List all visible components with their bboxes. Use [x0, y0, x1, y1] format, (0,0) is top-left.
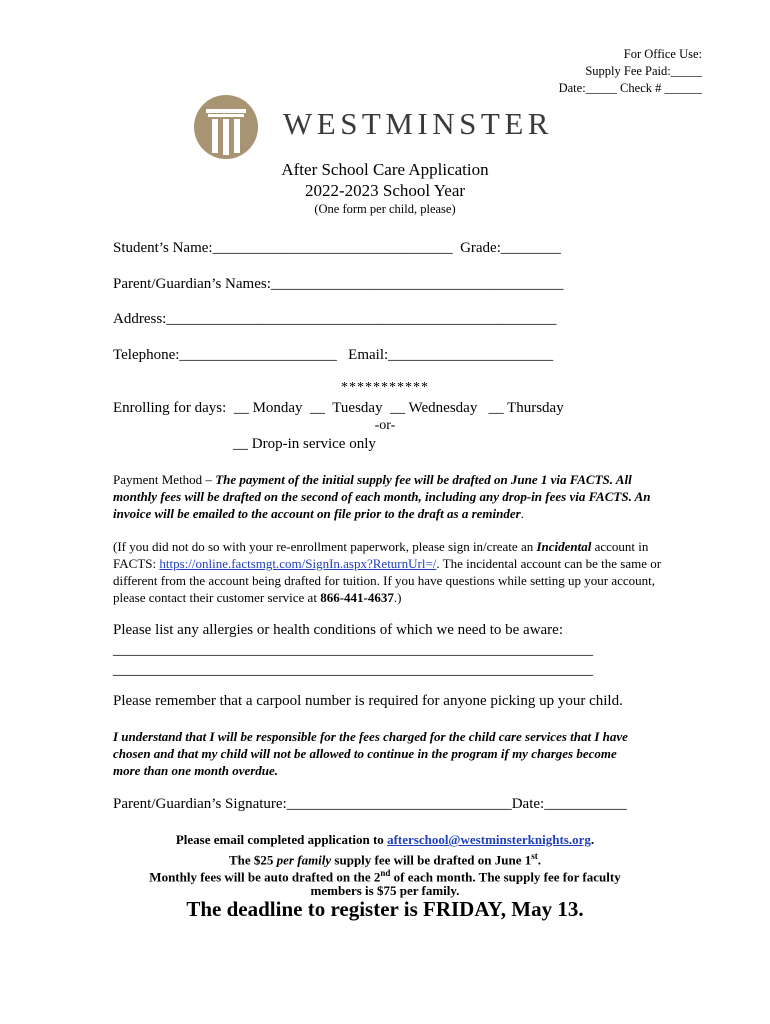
email-pre: Please email completed application to	[175, 832, 388, 847]
faculty-fee-note: members is $75 per family.	[310, 883, 460, 898]
monthly-sup: nd	[380, 868, 391, 878]
signature-date-field[interactable]: Parent/Guardian’s Signature:______________________________Date:___________	[113, 796, 627, 812]
allergies-line-1[interactable]: ________________________________________________________________	[113, 642, 593, 658]
email-post: .	[590, 832, 595, 847]
monthly-b: of each month. The supply fee for faculty	[390, 869, 621, 885]
facts-text-2: account in FACTS:	[113, 539, 649, 571]
carpool-notice: Please remember that a carpool number is required for anyone picking up your child.	[113, 693, 623, 709]
afterschool-email-link[interactable]: afterschool@westminsterknights.org	[387, 832, 591, 847]
monthly-a: Monthly fees will be auto drafted on the 2	[149, 869, 381, 885]
fee-a: The $25	[228, 852, 277, 868]
payment-method-paragraph	[113, 471, 673, 522]
office-use-label: For Office Use:	[623, 47, 702, 61]
facts-paragraph	[113, 538, 673, 606]
payment-lead: Payment Method –	[113, 472, 216, 487]
enrolling-days-field[interactable]: Enrolling for days: __ Monday __ Tuesday __ Wednesday __ Thursday	[113, 400, 564, 416]
email-instruction	[0, 831, 770, 848]
westminster-logo-icon	[193, 94, 259, 160]
supply-fee-paid-field: Supply Fee Paid:_____	[585, 64, 702, 78]
registration-deadline: The deadline to register is FRIDAY, May 13.	[186, 897, 584, 921]
facts-text-1: (If you did not do so with your re-enrollment paperwork, please sign in/create an	[113, 539, 537, 554]
responsibility-agreement: I understand that I will be responsible for the fees charged for the child care services that I have chosen and that my child will not be allowed to continue in the program if my charges become more than one month overdue.	[113, 729, 628, 778]
student-name-grade-field[interactable]: Student’s Name:________________________________ Grade:________	[113, 240, 561, 256]
or-separator: -or-	[374, 418, 396, 433]
parent-names-field[interactable]: Parent/Guardian’s Names:_______________________________________	[113, 276, 564, 292]
form-note: (One form per child, please)	[314, 202, 456, 216]
allergies-label: Please list any allergies or health conditions of which we need to be aware:	[113, 622, 563, 638]
fee-sup: st	[531, 851, 538, 861]
payment-terms: The payment of the initial supply fee will be drafted on June 1 via FACTS. All monthly fees will be drafted on the second of each month, including any drop-in fees via FACTS. An invoice will be emailed to the account on file prior to the draft as a reminder	[113, 472, 651, 521]
facts-text-3: . The incidental account can be the same or different from the account being drafted for tuition. If you have questions while setting up your account, please contact their customer service at	[113, 556, 662, 605]
fee-per-family: per family	[276, 852, 332, 868]
drop-in-option[interactable]: __ Drop-in service only	[233, 436, 376, 452]
facts-signin-link[interactable]: https://online.factsmgt.com/SignIn.aspx?ReturnUrl=/	[159, 556, 437, 571]
westminster-wordmark: WESTMINSTER	[283, 106, 553, 141]
incidental-word: Incidental	[536, 539, 592, 554]
date-check-field: Date:_____ Check # ______	[558, 81, 702, 95]
separator-stars: ***********	[341, 380, 429, 395]
payment-end: .	[520, 506, 524, 521]
form-title: After School Care Application	[281, 160, 489, 179]
office-use-box	[559, 46, 702, 97]
fee-d: .	[537, 852, 541, 868]
fee-c: supply fee will be drafted on June 1	[331, 852, 532, 868]
customer-service-phone: 866-441-4637	[320, 590, 394, 605]
facts-text-4: .)	[393, 590, 402, 605]
school-year: 2022-2023 School Year	[304, 181, 466, 200]
address-field[interactable]: Address:____________________________________________________	[113, 311, 557, 327]
allergies-line-2[interactable]: ________________________________________________________________	[113, 662, 593, 678]
telephone-email-field[interactable]: Telephone:_____________________ Email:______________________	[113, 347, 554, 363]
